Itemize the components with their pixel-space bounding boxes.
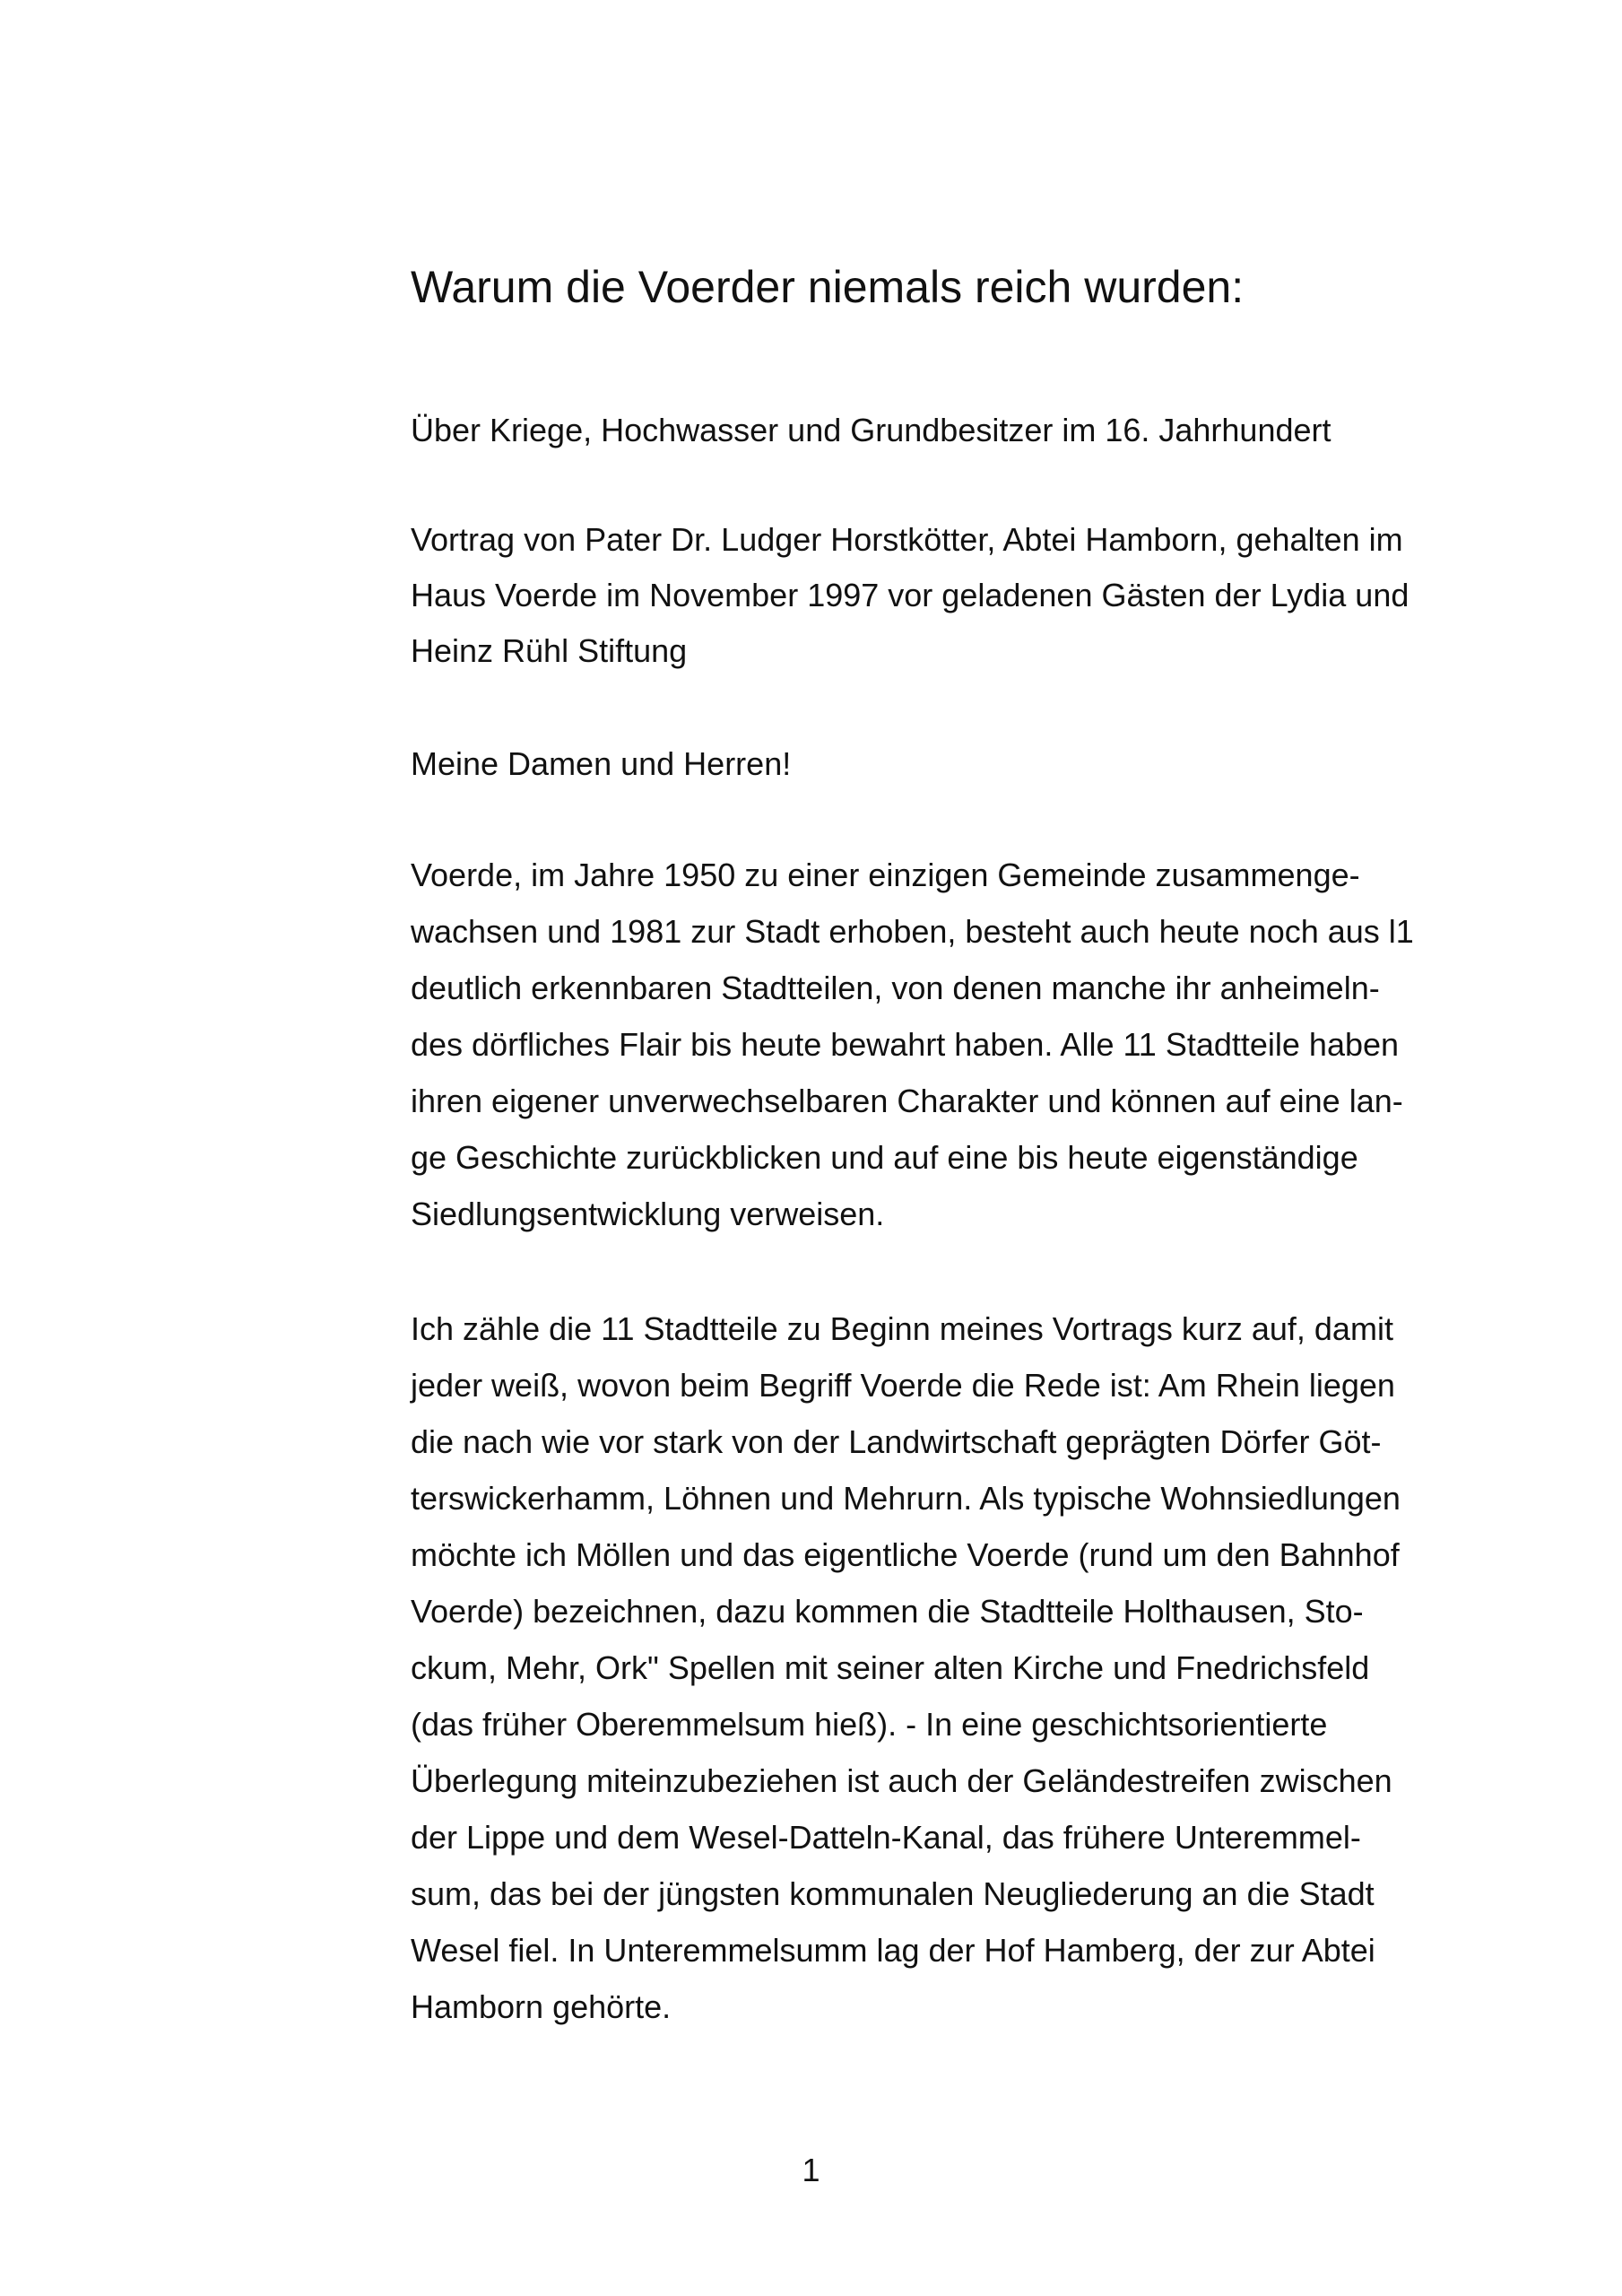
paragraph-line: Wesel fiel. In Unteremmelsumm lag der Hof Hamberg, der zur Abtei	[411, 1932, 1375, 1969]
paragraph-line: terswickerhamm, Löhnen und Mehrurn. Als typische Wohnsiedlungen	[411, 1480, 1401, 1517]
paragraph-line: der Lippe und dem Wesel-Datteln-Kanal, das frühere Unteremmel-	[411, 1819, 1361, 1856]
paragraph-line: ckum, Mehr, Ork" Spellen mit seiner alten Kirche und Fnedrichsfeld	[411, 1649, 1370, 1686]
paragraph-line: ge Geschichte zurückblicken und auf eine bis heute eigenständige	[411, 1139, 1358, 1176]
salutation: Meine Damen und Herren!	[411, 745, 792, 782]
intro-line: Haus Voerde im November 1997 vor geladenen Gästen der Lydia und	[411, 577, 1409, 613]
paragraph-line: Voerde) bezeichnen, dazu kommen die Stadtteile Holthausen, Sto-	[411, 1593, 1364, 1630]
paragraph-line: Siedlungsentwicklung verweisen.	[411, 1196, 885, 1232]
paragraph-line: die nach wie vor stark von der Landwirtschaft geprägten Dörfer Göt-	[411, 1423, 1382, 1460]
page-number: 1	[802, 2152, 820, 2188]
paragraph-line: sum, das bei der jüngsten kommunalen Neugliederung an die Stadt	[411, 1875, 1375, 1912]
paragraph-line: wachsen und 1981 zur Stadt erhoben, besteht auch heute noch aus l1	[411, 913, 1414, 950]
paragraph-line: Ich zähle die 11 Stadtteile zu Beginn meines Vortrags kurz auf, damit	[411, 1310, 1393, 1347]
paragraph-line: ihren eigener unverwechselbaren Charakter und können auf eine lan-	[411, 1083, 1403, 1119]
paragraph-line: jeder weiß, wovon beim Begriff Voerde die Rede ist: Am Rhein liegen	[411, 1367, 1395, 1404]
paragraph-line: (das früher Oberemmelsum hieß). - In eine geschichtsorientierte	[411, 1706, 1328, 1743]
paragraph-line: des dörfliches Flair bis heute bewahrt haben. Alle 11 Stadtteile haben	[411, 1026, 1400, 1063]
intro-line: Vortrag von Pater Dr. Ludger Horstkötter, Abtei Hamborn, gehalten im	[411, 521, 1403, 558]
document-title: Warum die Voerder niemals reich wurden:	[411, 262, 1245, 312]
paragraph-line: Überlegung miteinzubeziehen ist auch der Geländestreifen zwischen	[411, 1762, 1392, 1799]
paragraph-line: Hamborn gehörte.	[411, 1988, 672, 2025]
paragraph-line: Voerde, im Jahre 1950 zu einer einzigen Gemeinde zusammenge-	[411, 857, 1360, 893]
intro-line: Heinz Rühl Stiftung	[411, 632, 688, 669]
paragraph-line: deutlich erkennbaren Stadtteilen, von denen manche ihr anheimeln-	[411, 970, 1380, 1006]
document-subtitle: Über Kriege, Hochwasser und Grundbesitzer im 16. Jahrhundert	[411, 412, 1331, 448]
paragraph-line: möchte ich Möllen und das eigentliche Voerde (rund um den Bahnhof	[411, 1536, 1400, 1573]
